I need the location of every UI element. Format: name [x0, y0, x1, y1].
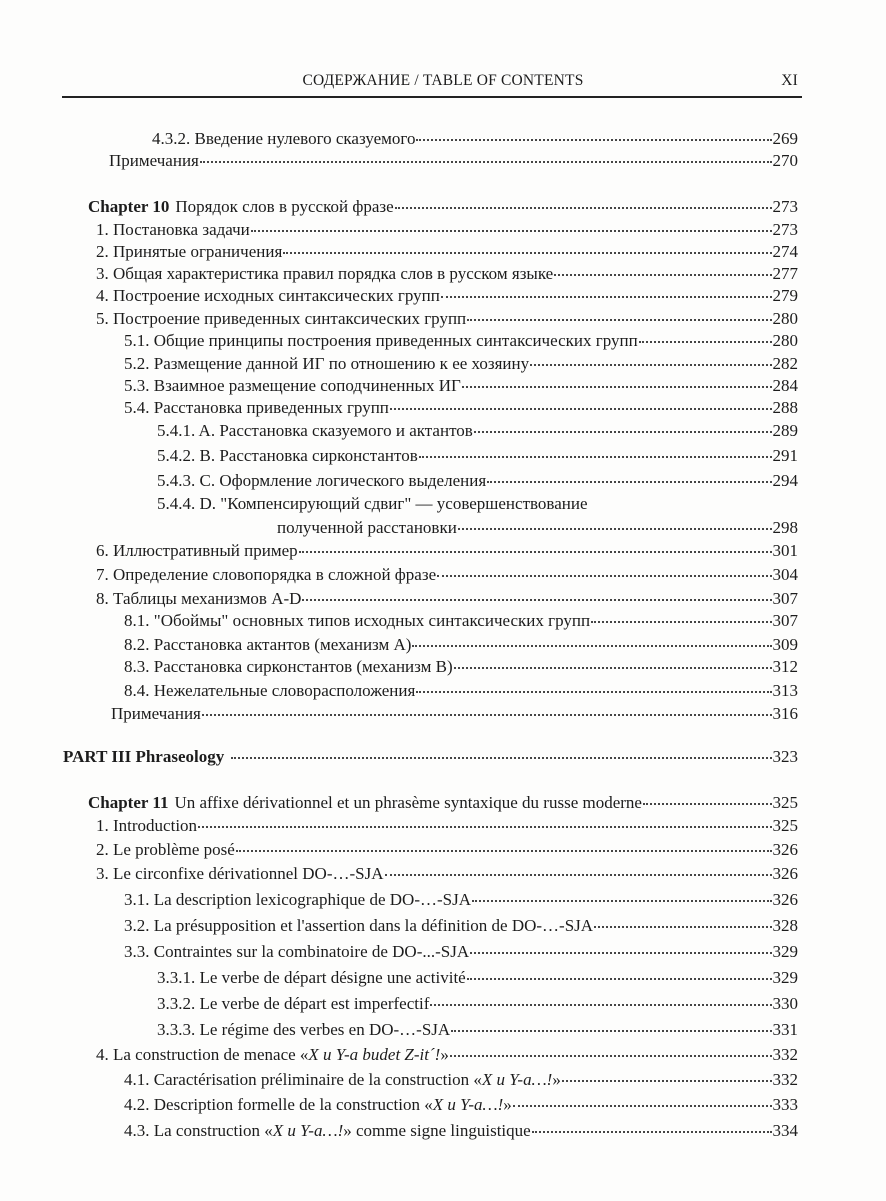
toc-entry-title-end: »: [552, 1070, 561, 1089]
toc-entry-page: 279: [772, 286, 798, 305]
dot-leader: [450, 1055, 772, 1057]
toc-entry-title: 1. Постановка задачи: [96, 220, 250, 239]
dot-leader: [462, 386, 772, 388]
dot-leader: [467, 978, 772, 980]
dot-leader: [458, 528, 772, 530]
toc-entry-title: 8.2. Расстановка актантов (механизм A): [124, 635, 412, 654]
dot-leader: [467, 319, 771, 321]
toc-entry-title: 6. Иллюстративный пример: [96, 541, 298, 560]
dot-leader: [283, 252, 771, 254]
toc-entry[interactable]: [124, 634, 798, 656]
toc-entry-title: Un affixe dérivationnel et un phrasème syntaxique du russe moderne: [174, 793, 642, 812]
dot-leader: [472, 900, 772, 902]
toc-entry-page: 333: [772, 1095, 798, 1114]
toc-entry-title-end: » comme signe linguistique: [343, 1121, 531, 1140]
toc-entry-title: 3.3.1. Le verbe de départ désigne une activité: [157, 968, 466, 987]
toc-entry-page: 291: [772, 446, 798, 465]
toc-entry-title: 8.3. Расстановка сирконстантов (механизм B): [124, 657, 453, 676]
toc-entry-page: 309: [772, 635, 798, 654]
toc-entry-page: 277: [772, 264, 798, 283]
toc-entry-title: 2. Принятые ограничения: [96, 242, 283, 261]
dot-leader: [299, 551, 772, 553]
dot-leader: [594, 926, 771, 928]
toc-entry-title: 4. La construction de menace «: [96, 1045, 309, 1064]
toc-entry-page: 332: [772, 1045, 798, 1064]
toc-entry-page: 270: [772, 151, 798, 170]
toc-entry[interactable]: [124, 397, 798, 419]
toc-entry[interactable]: [124, 1094, 798, 1116]
dot-leader: [198, 826, 771, 828]
toc-entry-page: 294: [772, 471, 798, 490]
header-page-number: XI: [781, 72, 798, 89]
toc-entry[interactable]: [124, 1120, 798, 1142]
toc-entry-italic: X u Y-a…!: [432, 1095, 504, 1114]
toc-entry-page: 289: [772, 421, 798, 440]
toc-entry-title: 1. Introduction: [96, 816, 198, 835]
toc-entry-page: 332: [772, 1070, 798, 1089]
dot-leader: [385, 874, 772, 876]
dot-leader: [639, 341, 772, 343]
dot-leader: [395, 207, 772, 209]
dot-leader: [236, 850, 772, 852]
toc-entry-title: 8. Таблицы механизмов A-D: [96, 589, 302, 608]
toc-entry-title: 8.1. "Обоймы" основных типов исходных синтаксических групп: [124, 611, 591, 630]
dot-leader: [513, 1105, 772, 1107]
toc-entry[interactable]: [124, 610, 798, 632]
toc-entry[interactable]: [124, 941, 798, 963]
toc-entry[interactable]: [63, 746, 798, 768]
toc-entry-title: 3. Общая характеристика правил порядка слов в русском языке: [96, 264, 554, 283]
toc-entry-page: 330: [772, 994, 798, 1013]
dot-leader: [416, 691, 771, 693]
toc-entry-title: 5.4.4. D. "Компенсирующий сдвиг" — усовершенствование: [157, 494, 588, 513]
toc-entry-title: Примечания: [111, 704, 201, 723]
toc-entry-title: 7. Определение словопорядка в сложной фразе: [96, 565, 437, 584]
toc-entry-title: 3.3. Contraintes sur la combinatoire de DO-...-SJA: [124, 942, 470, 961]
toc-entry-page: 326: [772, 864, 798, 883]
toc-entry-page: 280: [772, 309, 798, 328]
toc-entry[interactable]: [96, 588, 798, 610]
toc-entry-italic: X u Y-a…!: [272, 1121, 344, 1140]
toc-entry[interactable]: [157, 445, 798, 467]
toc-entry-title-end: »: [440, 1045, 449, 1064]
dot-leader: [416, 139, 771, 141]
toc-entry-title: 5.4.2. B. Расстановка сирконстантов: [157, 446, 418, 465]
dot-leader: [390, 408, 772, 410]
toc-entry[interactable]: [157, 967, 798, 989]
toc-entry-page: 282: [772, 354, 798, 373]
toc-entry-page: 313: [772, 681, 798, 700]
toc-entry-page: 329: [772, 968, 798, 987]
dot-leader: [487, 481, 771, 483]
toc-entry-page: 273: [772, 220, 798, 239]
toc-entry-page: 328: [772, 916, 798, 935]
toc-entry-title: 5.4.1. A. Расстановка сказуемого и актантов: [157, 421, 473, 440]
toc-entry-title: 5.2. Размещение данной ИГ по отношению к ее хозяину: [124, 354, 530, 373]
dot-leader: [412, 645, 771, 647]
toc-entry-page: 323: [772, 747, 798, 766]
toc-entry-title: 8.4. Нежелательные словорасположения: [124, 681, 416, 700]
dot-leader: [643, 803, 772, 805]
toc-entry-page: 301: [772, 541, 798, 560]
toc-entry-title: 4. Построение исходных синтаксических групп: [96, 286, 440, 305]
dot-leader: [530, 364, 771, 366]
toc-entry-page: 298: [772, 518, 798, 537]
toc-entry[interactable]: [88, 196, 798, 218]
toc-entry-page: 304: [772, 565, 798, 584]
toc-entry-page: 274: [772, 242, 798, 261]
dot-leader: [437, 575, 771, 577]
toc-entry-page: 329: [772, 942, 798, 961]
toc-entry-page: 307: [772, 589, 798, 608]
toc-entry-italic: X u Y-a…!: [481, 1070, 553, 1089]
toc-entry-page: 269: [772, 129, 798, 148]
toc-entry-label: Chapter 11: [88, 793, 169, 812]
toc-entry-title-end: »: [503, 1095, 512, 1114]
toc-entry-title: 3.3.2. Le verbe de départ est imperfectif: [157, 994, 430, 1013]
dot-leader: [591, 621, 771, 623]
toc-entry-title: Примечания: [109, 151, 199, 170]
toc-entry-label: PART III Phraseology: [63, 747, 225, 766]
toc-entry-page: 284: [772, 376, 798, 395]
toc-entry[interactable]: [96, 285, 798, 307]
dot-leader: [202, 714, 772, 716]
toc-entry-page: 334: [772, 1121, 798, 1140]
dot-leader: [251, 230, 772, 232]
toc-entry[interactable]: [157, 420, 798, 442]
toc-entry[interactable]: [157, 1019, 798, 1041]
toc-entry[interactable]: [152, 128, 798, 150]
toc-entry[interactable]: [124, 353, 798, 375]
dot-leader: [532, 1131, 772, 1133]
toc-entry-title: 3.1. La description lexicographique de DO-…-SJA: [124, 890, 471, 909]
toc-entry[interactable]: [96, 263, 798, 285]
toc-entry-title: 4.2. Description formelle de la construction «: [124, 1095, 433, 1114]
dot-leader: [474, 431, 772, 433]
toc-entry[interactable]: [88, 792, 798, 814]
dot-leader: [451, 1030, 771, 1032]
toc-entry-title: 2. Le problème posé: [96, 840, 235, 859]
toc-entry-page: 326: [772, 890, 798, 909]
toc-entry-title: 3. Le circonfixe dérivationnel DO-…-SJA: [96, 864, 384, 883]
toc-entry-page: 316: [772, 704, 798, 723]
toc-entry[interactable]: [111, 703, 798, 725]
toc-entry[interactable]: [96, 308, 798, 330]
toc-entry-title: 3.3.3. Le régime des verbes en DO-…-SJA: [157, 1020, 451, 1039]
dot-leader: [200, 161, 772, 163]
toc-entry[interactable]: [96, 219, 798, 241]
toc-entry[interactable]: [96, 815, 798, 837]
toc-entry-title-continuation: полученной расстановки: [277, 518, 457, 537]
toc-entry-title: 5.3. Взаимное размещение соподчиненных ИГ: [124, 376, 461, 395]
dot-leader: [231, 757, 771, 759]
toc-entry[interactable]: [96, 839, 798, 861]
header-rule: [62, 96, 802, 98]
toc-entry-page: 326: [772, 840, 798, 859]
toc-entry[interactable]: [124, 889, 798, 911]
toc-entry[interactable]: [96, 564, 798, 586]
toc-entry[interactable]: [124, 680, 798, 702]
dot-leader: [430, 1004, 771, 1006]
toc-entry-page: 325: [772, 793, 798, 812]
toc-entry-title: 4.1. Caractérisation préliminaire de la construction «: [124, 1070, 482, 1089]
dot-leader: [562, 1080, 772, 1082]
toc-entry-page: 273: [772, 197, 798, 216]
dot-leader: [441, 296, 772, 298]
toc-entry[interactable]: [96, 863, 798, 885]
dot-leader: [302, 599, 771, 601]
dot-leader: [454, 667, 772, 669]
header-title: СОДЕРЖАНИЕ / TABLE OF CONTENTS: [302, 72, 584, 89]
toc-entry-page: 312: [772, 657, 798, 676]
toc-entry[interactable]: [124, 915, 798, 937]
toc-entry[interactable]: [277, 517, 798, 539]
toc-entry-title: 5.4.3. C. Оформление логического выделения: [157, 471, 487, 490]
toc-entry-title: 5.4. Расстановка приведенных групп: [124, 398, 389, 417]
toc-entry-label: Chapter 10: [88, 197, 170, 216]
toc-entry[interactable]: [124, 375, 798, 397]
toc-entry[interactable]: [124, 1069, 798, 1091]
toc-entry-title: 3.2. La présupposition et l'assertion dans la définition de DO-…-SJA: [124, 916, 594, 935]
toc-entry-page: 325: [772, 816, 798, 835]
dot-leader: [470, 952, 771, 954]
toc-entry[interactable]: [124, 656, 798, 678]
dot-leader: [419, 456, 772, 458]
toc-entry[interactable]: [96, 241, 798, 263]
toc-entry[interactable]: [96, 540, 798, 562]
toc-entry[interactable]: [124, 330, 798, 352]
toc-entry-title: Порядок слов в русской фразе: [175, 197, 394, 216]
toc-entry[interactable]: [96, 1044, 798, 1066]
toc-entry[interactable]: [157, 993, 798, 1015]
dot-leader: [554, 274, 771, 276]
toc-entry-page: 331: [772, 1020, 798, 1039]
toc-entry-page: 288: [772, 398, 798, 417]
toc-entry-title: 5.1. Общие принципы построения приведенных синтаксических групп: [124, 331, 638, 350]
toc-entry[interactable]: [109, 150, 798, 172]
toc-entry-title: 4.3. La construction «: [124, 1121, 273, 1140]
toc-entry-page: 307: [772, 611, 798, 630]
toc-entry[interactable]: [157, 470, 798, 492]
toc-entry-title: 4.3.2. Введение нулевого сказуемого: [152, 129, 416, 148]
toc-entry-title: 5. Построение приведенных синтаксических групп: [96, 309, 467, 328]
toc-entry-italic: X u Y-a budet Z-it´!: [308, 1045, 441, 1064]
toc-entry-page: 280: [772, 331, 798, 350]
